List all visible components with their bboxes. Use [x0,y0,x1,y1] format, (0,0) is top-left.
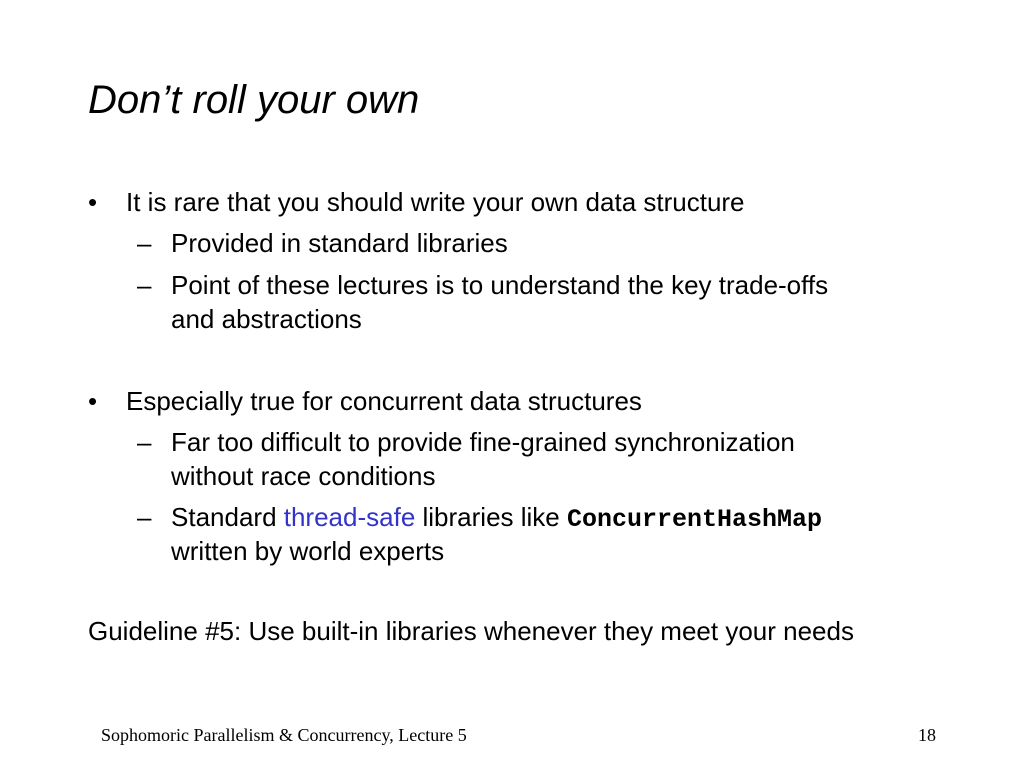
sub-bullet-text: Provided in standard libraries [171,228,508,258]
sub-bullet-text [171,500,822,537]
slide-title: Don’t roll your own [88,78,420,122]
sub-bullet-text: Point of these lectures is to understand the key trade-offs [171,270,829,300]
dash-marker: – [137,270,152,300]
sub-bullet-text: and abstractions [171,304,362,334]
bullet-marker: • [88,386,98,416]
sub-bullet-text: written by world experts [171,536,445,566]
dash-marker: – [137,228,152,258]
dash-marker: – [137,427,152,457]
footer-course: Sophomoric Parallelism & Concurrency, Lecture 5 [101,725,467,745]
text-prefix: Standard [171,502,284,532]
sub-bullet-text: Far too difficult to provide fine-grained synchronization [171,427,795,457]
page-number: 18 [918,725,936,745]
sub-bullet-text: without race conditions [171,461,436,491]
bullet-marker: • [88,187,98,217]
guideline-text: Guideline #5: Use built-in libraries whenever they meet your needs [88,616,854,646]
dash-marker: – [137,502,152,532]
code-term: ConcurrentHashMap [567,505,823,534]
highlighted-term: thread-safe [283,502,416,532]
text-middle: libraries like [415,502,567,532]
bullet-text: Especially true for concurrent data structures [126,386,642,416]
bullet-text: It is rare that you should write your own data structure [126,187,745,217]
